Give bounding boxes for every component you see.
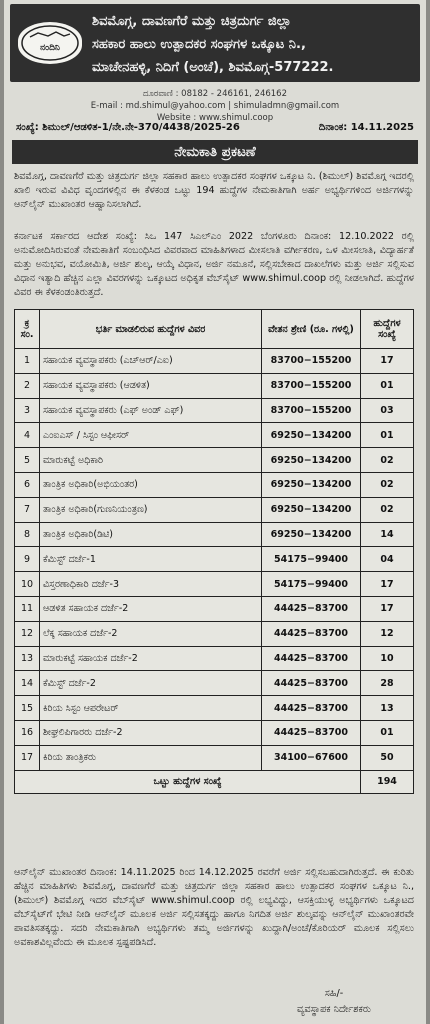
table-row (15, 547, 414, 572)
cell-post-count: 13 (361, 696, 414, 721)
email-text: E-mail : md.shimul@yahoo.com | shimuladmn@gmail.com (90, 101, 340, 111)
cell-post-name: ತಾಂತ್ರಿಕ ಅಧಿಕಾರಿ(ಡಿಟಿ) (40, 522, 262, 547)
table-row (15, 596, 414, 621)
contact-info (20, 88, 410, 124)
cell-pay-scale: 69250−134200 (262, 522, 361, 547)
table-row (15, 745, 414, 770)
cell-post-name: ಸಹಾಯಕ ವ್ಯವಸ್ಥಾಪಕರು (ಎಫ್ ಅಂಡ್ ಎಫ್) (40, 398, 262, 423)
cell-post-count: 03 (361, 398, 414, 423)
table-row (15, 671, 414, 696)
cell-sl-no: 12 (15, 621, 40, 646)
cell-sl-no: 3 (15, 398, 40, 423)
logo-text: ನಂದಿನಿ (40, 43, 60, 53)
table-row (15, 497, 414, 522)
cell-post-name: ಮಾರುಕಟ್ಟೆ ಅಧಿಕಾರಿ (40, 448, 262, 473)
cell-post-count: 01 (361, 373, 414, 398)
header-post: ಭರ್ತಿ ಮಾಡಲಿರುವ ಹುದ್ದೆಗಳ ವಿವರ (40, 310, 262, 349)
cell-post-name: ತಾಂತ್ರಿಕ ಅಧಿಕಾರಿ(ಗುಣನಿಯಂತ್ರಣ) (40, 497, 262, 522)
cell-post-count: 10 (361, 646, 414, 671)
cell-post-count: 17 (361, 349, 414, 374)
cell-post-name: ಕೆಮಿಸ್ಟ್ ದರ್ಜೆ-1 (40, 547, 262, 572)
cell-post-name: ಮಾರುಕಟ್ಟೆ ಸಹಾಯಕ ದರ್ಜೆ-2 (40, 646, 262, 671)
newspaper-clipping (4, 0, 426, 1024)
cell-post-count: 01 (361, 720, 414, 745)
table-row (15, 472, 414, 497)
letterhead (10, 4, 420, 82)
cell-post-count: 02 (361, 448, 414, 473)
table-header-row (15, 310, 414, 349)
cell-post-count: 01 (361, 423, 414, 448)
cell-sl-no: 13 (15, 646, 40, 671)
cell-pay-scale: 69250−134200 (262, 448, 361, 473)
org-name-line-1: ಶಿವಮೊಗ್ಗ, ದಾವಣಗೆರೆ ಮತ್ತು ಚಿತ್ರದುರ್ಗ ಜಿಲ್ಲಾ (92, 14, 292, 29)
nandini-logo (18, 22, 82, 64)
cell-pay-scale: 69250−134200 (262, 472, 361, 497)
org-name-line-2: ಸಹಕಾರ ಹಾಲು ಉತ್ಪಾದಕರ ಸಂಘಗಳ ಒಕ್ಕೂಟ ನಿ., (92, 37, 306, 52)
notice-date: ದಿನಾಂಕ: 14.11.2025 (318, 122, 414, 133)
cell-post-name: ಸಹಾಯಕ ವ್ಯವಸ್ಥಾಪಕರು (ಆಡಳಿತ) (40, 373, 262, 398)
signature-block (254, 986, 414, 1018)
cell-sl-no: 4 (15, 423, 40, 448)
cell-pay-scale: 69250−134200 (262, 423, 361, 448)
cell-sl-no: 2 (15, 373, 40, 398)
table-row (15, 696, 414, 721)
cell-pay-scale: 83700−155200 (262, 373, 361, 398)
table-row (15, 572, 414, 597)
table-row (15, 448, 414, 473)
cell-sl-no: 16 (15, 720, 40, 745)
cell-sl-no: 15 (15, 696, 40, 721)
reference-number: ಸಂಖ್ಯೆ: ಶಿಮುಲ್/ಆಡಳಿತ-1/ನೇ.ನೇ-370/4438/2025-26 (16, 122, 240, 133)
table-row (15, 398, 414, 423)
vacancy-table (14, 309, 414, 794)
cell-sl-no: 17 (15, 745, 40, 770)
cell-pay-scale: 83700−155200 (262, 398, 361, 423)
phone-text: ದೂರವಾಣಿ : 08182 - 246161, 246162 (143, 89, 287, 99)
cell-pay-scale: 44425−83700 (262, 646, 361, 671)
signatory-title: ವ್ಯವಸ್ಥಾಪಕ ನಿರ್ದೇಶಕರು (297, 1004, 371, 1015)
details-paragraph: ಕರ್ನಾಟಕ ಸರ್ಕಾರದ ಆದೇಶ ಸಂಖ್ಯೆ: ಸಿಒ 147 ಸಿಎಲ್‌ಎಂ 2022 ಬೆಂಗಳೂರು ದಿನಾಂಕ: 12.10.2022 ರಲ್ಲಿ ಅನುಮೋದಿಸಿರುವಂತೆ ನೇಮಕಾತಿಗೆ ಸಂಬಂಧಿಸಿದ ವಿವರವಾದ ಮಾಹಿತಿಗಳಾದ ಮೀಸಲಾತಿ ವರ್ಗೀಕರಣ, ಒಳ ಮೀಸಲಾತಿ, ವಿದ್ಯಾರ್ಹತೆ ಮತ್ತು ಅನುಭವ, ವಯೋಮಿತಿ, ಅರ್ಜಿ ಶುಲ್ಕ, ಆಯ್ಕೆ ವಿಧಾನ, ಅರ್ಜಿ ನಮೂನೆ, ಸಲ್ಲಿಸಬೇಕಾದ ದಾಖಲೆಗಳು ಮತ್ತು ಅರ್ಜಿ ಸಲ್ಲಿಸುವ ವಿಧಾನ ಇತ್ಯಾದಿ ಹೆಚ್ಚಿನ ಎಲ್ಲಾ ವಿವರಗಳನ್ನು ಒಕ್ಕೂಟದ ಅಧಿಕೃತ ವೆಬ್‌ಸೈಟ್ www.shimul.coop ರಲ್ಲಿ ನೀಡಲಾಗಿದೆ. ಹುದ್ದೆಗಳ ವಿವರ ಈ ಕೆಳಕಂಡಂತಿರುತ್ತದೆ. (14, 231, 414, 298)
cell-post-count: 02 (361, 497, 414, 522)
signature-sd: ಸಹಿ/- (324, 988, 344, 999)
header-sl-no: ಕ್ರ ಸಂ. (15, 310, 40, 349)
cell-post-count: 14 (361, 522, 414, 547)
intro-paragraph: ಶಿವಮೊಗ್ಗ, ದಾವಣಗೆರೆ ಮತ್ತು ಚಿತ್ರದುರ್ಗ ಜಿಲ್ಲಾ ಸಹಕಾರ ಹಾಲು ಉತ್ಪಾದಕರ ಸಂಘಗಳ ಒಕ್ಕೂಟ ನಿ. (ಶಿಮುಲ್) ಶಿವಮೊಗ್ಗ ಇದರಲ್ಲಿ ಖಾಲಿ ಇರುವ ವಿವಿಧ ವೃಂದಗಳಲ್ಲಿನ ಈ ಕೆಳಕಂಡ ಒಟ್ಟು 194 ಹುದ್ದೆಗಳ ನೇಮಕಾತಿಗಾಗಿ ಅರ್ಹ ಅಭ್ಯರ್ಥಿಗಳಿಂದ ಅರ್ಜಿಗಳನ್ನು ಆನ್‌ಲೈನ್ ಮುಖಾಂತರ ಆಹ್ವಾನಿಸಲಾಗಿದೆ. (14, 171, 414, 210)
cell-pay-scale: 83700−155200 (262, 349, 361, 374)
cell-post-name: ಲೆಕ್ಕ ಸಹಾಯಕ ದರ್ಜೆ-2 (40, 621, 262, 646)
table-row (15, 373, 414, 398)
cell-pay-scale: 54175−99400 (262, 572, 361, 597)
cell-post-count: 50 (361, 745, 414, 770)
table-row (15, 423, 414, 448)
application-instructions: ಆನ್‌ಲೈನ್ ಮುಖಾಂತರ ದಿನಾಂಕ: 14.11.2025 ರಿಂದ 14.12.2025 ರವರೆಗೆ ಅರ್ಜಿ ಸಲ್ಲಿಸಬಹುದಾಗಿರುತ್ತದೆ. ಈ ಕುರಿತು ಹೆಚ್ಚಿನ ಮಾಹಿತಿಗಳು ಶಿವಮೊಗ್ಗ, ದಾವಣಗೆರೆ ಮತ್ತು ಚಿತ್ರದುರ್ಗ ಜಿಲ್ಲಾ ಸಹಕಾರ ಹಾಲು ಉತ್ಪಾದಕರ ಸಂಘಗಳ ಒಕ್ಕೂಟ ನಿ., (ಶಿಮುಲ್) ಶಿವಮೊಗ್ಗ ಇದರ ವೆಬ್‌ಸೈಟ್ www.shimul.coop ರಲ್ಲಿ ಲಭ್ಯವಿದ್ದು, ಆಸಕ್ತಿಯುಳ್ಳ ಅಭ್ಯರ್ಥಿಗಳು ಒಕ್ಕೂಟದ ವೆಬ್‌ಸೈಟ್‌ಗೆ ಭೇಟಿ ನೀಡಿ ಆನ್‌ಲೈನ್ ಮೂಲಕ ಅರ್ಜಿ ಸಲ್ಲಿಸತಕ್ಕದ್ದು ಹಾಗೂ ನಿಗದಿತ ಅರ್ಜಿ ಶುಲ್ಕವನ್ನು ಆನ್‌ಲೈನ್ ಮುಖಾಂತರವೇ ಪಾವತಿಸತಕ್ಕದ್ದು. ಸದರಿ ನೇಮಕಾತಿಗಾಗಿ ಅಭ್ಯರ್ಥಿಗಳು ತಮ್ಮ ಅರ್ಜಿಗಳನ್ನು ಖುದ್ದಾಗಿ/ಅಂಚೆ/ಕೊರಿಯರ್ ಮೂಲಕ ಸಲ್ಲಿಸಲು ಅವಕಾಶವಿಲ್ಲವೆಂದು ಈ ಮೂಲಕ ಸ್ಪಷ್ಟಪಡಿಸಿದೆ. (14, 867, 414, 948)
cell-sl-no: 14 (15, 671, 40, 696)
table-row (15, 522, 414, 547)
cell-post-name: ಕಿರಿಯ ತಾಂತ್ರಿಕರು (40, 745, 262, 770)
cell-pay-scale: 44425−83700 (262, 596, 361, 621)
total-value: 194 (361, 770, 414, 793)
cell-post-count: 04 (361, 547, 414, 572)
total-row (15, 770, 414, 793)
cell-post-name: ಆಡಳಿತ ಸಹಾಯಕ ದರ್ಜೆ-2 (40, 596, 262, 621)
cell-pay-scale: 54175−99400 (262, 547, 361, 572)
table-row (15, 349, 414, 374)
cell-sl-no: 9 (15, 547, 40, 572)
total-label: ಒಟ್ಟು ಹುದ್ದೆಗಳ ಸಂಖ್ಯೆ (15, 770, 361, 793)
cell-sl-no: 8 (15, 522, 40, 547)
cell-post-count: 12 (361, 621, 414, 646)
cell-post-count: 17 (361, 596, 414, 621)
cell-pay-scale: 44425−83700 (262, 720, 361, 745)
table-row (15, 621, 414, 646)
website-text: Website : www.shimul.coop (156, 113, 274, 123)
cell-post-count: 02 (361, 472, 414, 497)
cell-sl-no: 10 (15, 572, 40, 597)
cell-post-name: ಶೀಘ್ರಲಿಪಿಗಾರರು ದರ್ಜೆ-2 (40, 720, 262, 745)
table-row (15, 646, 414, 671)
cell-sl-no: 7 (15, 497, 40, 522)
cell-post-count: 28 (361, 671, 414, 696)
header-post-count: ಹುದ್ದೆಗಳ ಸಂಖ್ಯೆ (361, 310, 414, 349)
notice-title-banner: ನೇಮಕಾತಿ ಪ್ರಕಟಣೆ (12, 140, 418, 164)
cow-logo-icon (20, 24, 80, 62)
cell-sl-no: 11 (15, 596, 40, 621)
reference-row (16, 122, 414, 133)
cell-post-name: ತಾಂತ್ರಿಕ ಅಧಿಕಾರಿ(ಅಭಿಯಂತರ) (40, 472, 262, 497)
cell-pay-scale: 34100−67600 (262, 745, 361, 770)
table-row (15, 720, 414, 745)
cell-pay-scale: 44425−83700 (262, 696, 361, 721)
cell-sl-no: 6 (15, 472, 40, 497)
cell-pay-scale: 69250−134200 (262, 497, 361, 522)
cell-pay-scale: 44425−83700 (262, 671, 361, 696)
cell-post-name: ಕೆಮಿಸ್ಟ್ ದರ್ಜೆ-2 (40, 671, 262, 696)
cell-post-count: 17 (361, 572, 414, 597)
cell-post-name: ವಿಸ್ತರಣಾಧಿಕಾರಿ ದರ್ಜೆ-3 (40, 572, 262, 597)
cell-post-name: ಎಂಐಎಸ್ / ಸಿಸ್ಟಂ ಆಫೀಸರ್ (40, 423, 262, 448)
cell-post-name: ಸಹಾಯಕ ವ್ಯವಸ್ಥಾಪಕರು (ಎಚ್‌ಆರ್/ಎಐ) (40, 349, 262, 374)
cell-post-name: ಕಿರಿಯ ಸಿಸ್ಟಂ ಆಪರೇಟರ್ (40, 696, 262, 721)
cell-sl-no: 5 (15, 448, 40, 473)
cell-pay-scale: 44425−83700 (262, 621, 361, 646)
cell-sl-no: 1 (15, 349, 40, 374)
org-address-line: ಮಾಚೇನಹಳ್ಳಿ, ನಿದಿಗೆ (ಅಂಚೆ), ಶಿವಮೊಗ್ಗ-577222. (92, 60, 334, 75)
header-pay-scale: ವೇತನ ಶ್ರೇಣಿ (ರೂ. ಗಳಲ್ಲಿ) (262, 310, 361, 349)
